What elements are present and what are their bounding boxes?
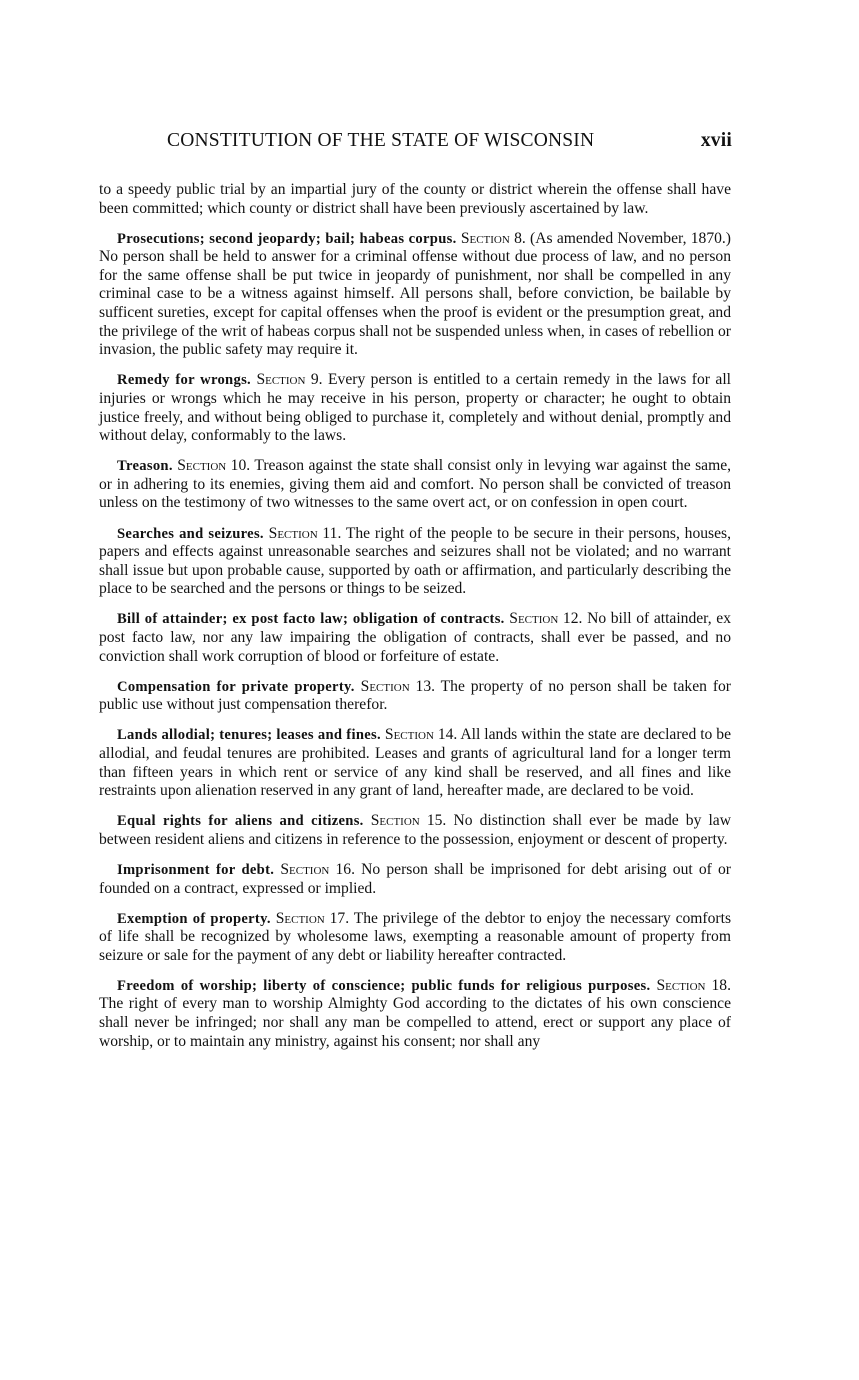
section-10-label: Section 10. [177,457,251,475]
section-12-label: Section 12. [509,610,583,628]
section-9-heading: Remedy for wrongs. [117,372,251,389]
section-10-text: Treason against the state shall consist only in levying war against the same, or in adhering to its enemies, giving them aid and comfort. No person shall be convicted of treason unless on the testimony of two witnesses to the same overt act, or on confession in open court. [99,457,732,512]
section-15-paragraph [99,812,731,849]
section-8-text: (As amended November, 1870.) No person shall be held to answer for a criminal offense without due process of law, and no person for the same offense shall be put twice in jeopardy of punishment, nor shall be compelled in any criminal case to be a witness against himself. All persons shall, before conviction, be bailable by sufficent sureties, except for capital offenses when the proof is evident or the presumption great, and the privilege of the writ of habeas corpus shall not be suspended unless when, in cases of rebellion or invasion, the public safety may require it. [99,229,732,359]
running-head [167,130,732,160]
section-12-text: No bill of attainder, ex post facto law, nor any law impairing the obligation of contracts, shall ever be passed, and no conviction shall work corruption of blood or forfeiture of estate. [99,610,731,665]
section-15-text: No distinction shall ever be made by law between resident aliens and citizens in reference to the possession, enjoyment or descent of property. [99,812,731,848]
section-12-heading: Bill of attainder; ex post facto law; obligation of contracts. [117,611,505,628]
section-13-text: The property of no person shall be taken for public use without just compensation therefor. [99,677,731,714]
section-15-label: Section 15. [370,812,447,830]
body-text [99,181,731,1063]
section-13-paragraph [99,678,731,715]
section-9-paragraph [99,371,731,445]
section-10-paragraph [99,457,731,513]
section-13-heading: Compensation for private property. [117,678,355,695]
running-head-title: CONSTITUTION OF THE STATE OF WISCONSIN [167,130,595,151]
section-14-label: Section 14. [384,726,458,744]
section-11-paragraph [99,525,731,599]
section-8-label: Section 8. [460,229,526,247]
section-16-text: No person shall be imprisoned for debt arising out of or founded on a contract, expressed or implied. [99,860,732,897]
section-11-label: Section 11. [268,524,342,542]
section-10-heading: Treason. [117,458,173,475]
section-18-heading: Freedom of worship; liberty of conscience; public funds for religious purposes. [117,977,651,994]
section-17-label: Section 17. [275,909,350,927]
section-11-heading: Searches and seizures. [117,525,264,542]
section-8-paragraph [99,230,731,360]
section-18-text: The right of every man to worship Almighty God according to the dictates of his own conscience shall never be infringed; nor shall any man be compelled to attend, erect or support any place of worship, or to maintain any ministry, against his consent; nor shall any [99,995,731,1050]
section-18-paragraph [99,977,731,1051]
section-9-text: Every person is entitled to a certain remedy in the laws for all injuries or wrongs which he may receive in his person, property or character; he ought to obtain justice freely, and without being obliged to purchase it, completely and without denial, promptly and without delay, conformably to the laws. [99,371,731,445]
section-17-paragraph [99,910,731,966]
section-18-label: Section 18. [656,976,732,994]
section-16-heading: Imprisonment for debt. [117,861,275,878]
section-16-paragraph [99,861,731,898]
section-11-text: The right of the people to be secure in their persons, houses, papers and effects against unreasonable searches and seizures shall not be violated; and no warrant shall issue but upon probable cause, supported by oath or affirmation, and particularly describing the place to be searched and the persons or things to be seized. [99,524,731,598]
continuation-paragraph [99,181,731,218]
section-8-heading: Prosecutions; second jeopardy; bail; habeas corpus. [117,230,457,247]
section-17-heading: Exemption of property. [117,910,271,927]
section-14-paragraph [99,726,731,800]
section-15-heading: Equal rights for aliens and citizens. [117,813,364,830]
page-number: xvii [700,130,732,151]
continuation-text: to a speedy public trial by an impartial jury of the county or district wherein the offense shall have been committed; which county or district shall have been previously ascertained by law. [99,181,731,217]
section-12-paragraph [99,610,731,666]
section-16-label: Section 16. [280,860,355,878]
section-9-label: Section 9. [256,371,323,389]
section-14-heading: Lands allodial; tenures; leases and fines. [117,727,381,744]
section-14-text: All lands within the state are declared to be allodial, and feudal tenures are prohibited. Leases and grants of agricultural land for a longer term than fifteen years in which rent or service of any kind shall be reserved, and all fines and like restraints upon alienation reserved in any grant of land, hereafter made, are declared to be void. [99,726,731,800]
section-13-label: Section 13. [360,677,436,695]
section-17-text: The privilege of the debtor to enjoy the necessary comforts of life shall be recognized by wholesome laws, exempting a reasonable amount of property from seizure or sale for the payment of any debt or liability hereafter contracted. [99,909,732,964]
